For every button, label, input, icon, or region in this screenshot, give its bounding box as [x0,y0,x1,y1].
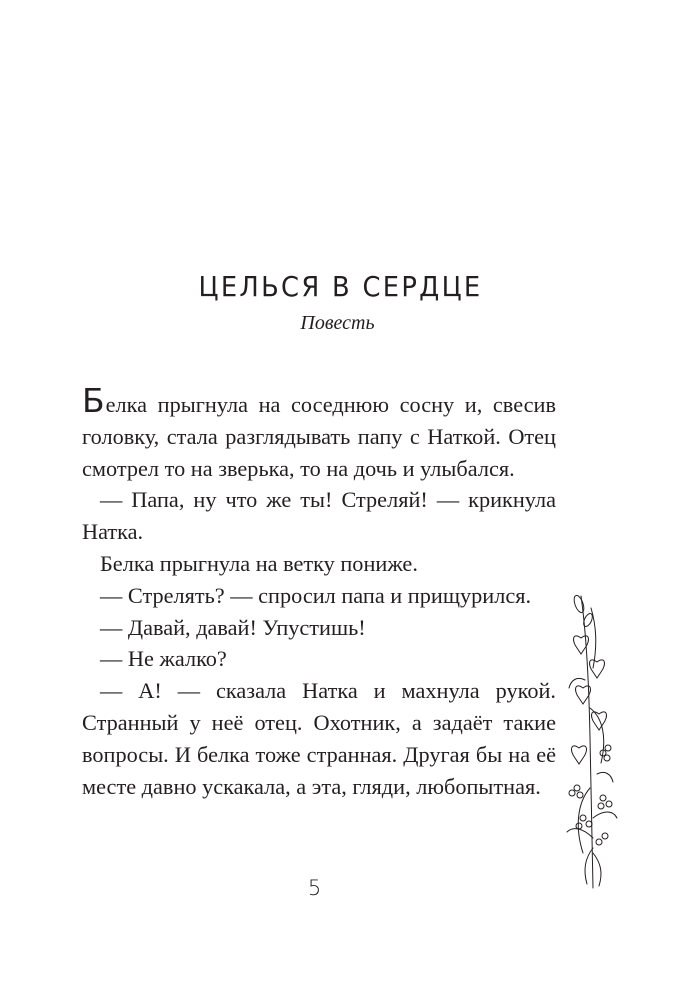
paragraph-3: Белка прыгнула на ветку пониже. [100,550,418,576]
page-number: 5 [307,876,322,900]
paragraph-6: — Не жалко? [100,646,227,672]
paragraph-2: — Папа, ну что же ты! Стреляй! — крикнула Натка. [82,487,556,545]
body-text [82,381,556,802]
paragraph-4: — Стрелять? — спросил папа и прищурился. [100,582,532,608]
paragraph-7: — А! — сказала Натка и махнула рукой. Странный у неё отец. Охотник, а задаёт такие вопросы. И белка тоже странная. Другая бы на её месте давно ускакала, а эта, гляди, любопытная. [82,678,556,799]
paragraph-1-text: елка прыгнула на соседнюю сосну и, свесив головку, стала разглядывать папу с Наткой. Отец смотрел то на зверька, то на дочь и улыбался. [82,392,556,481]
paragraph-1 [82,381,556,484]
paragraph-5: — Давай, давай! Упустишь! [100,614,366,640]
chapter-subtitle: Повесть [300,312,375,334]
flower-illustration-icon [563,588,621,890]
chapter-title: ЦЕЛЬСЯ В СЕРДЦЕ [198,270,483,303]
drop-cap: Б [82,381,106,420]
